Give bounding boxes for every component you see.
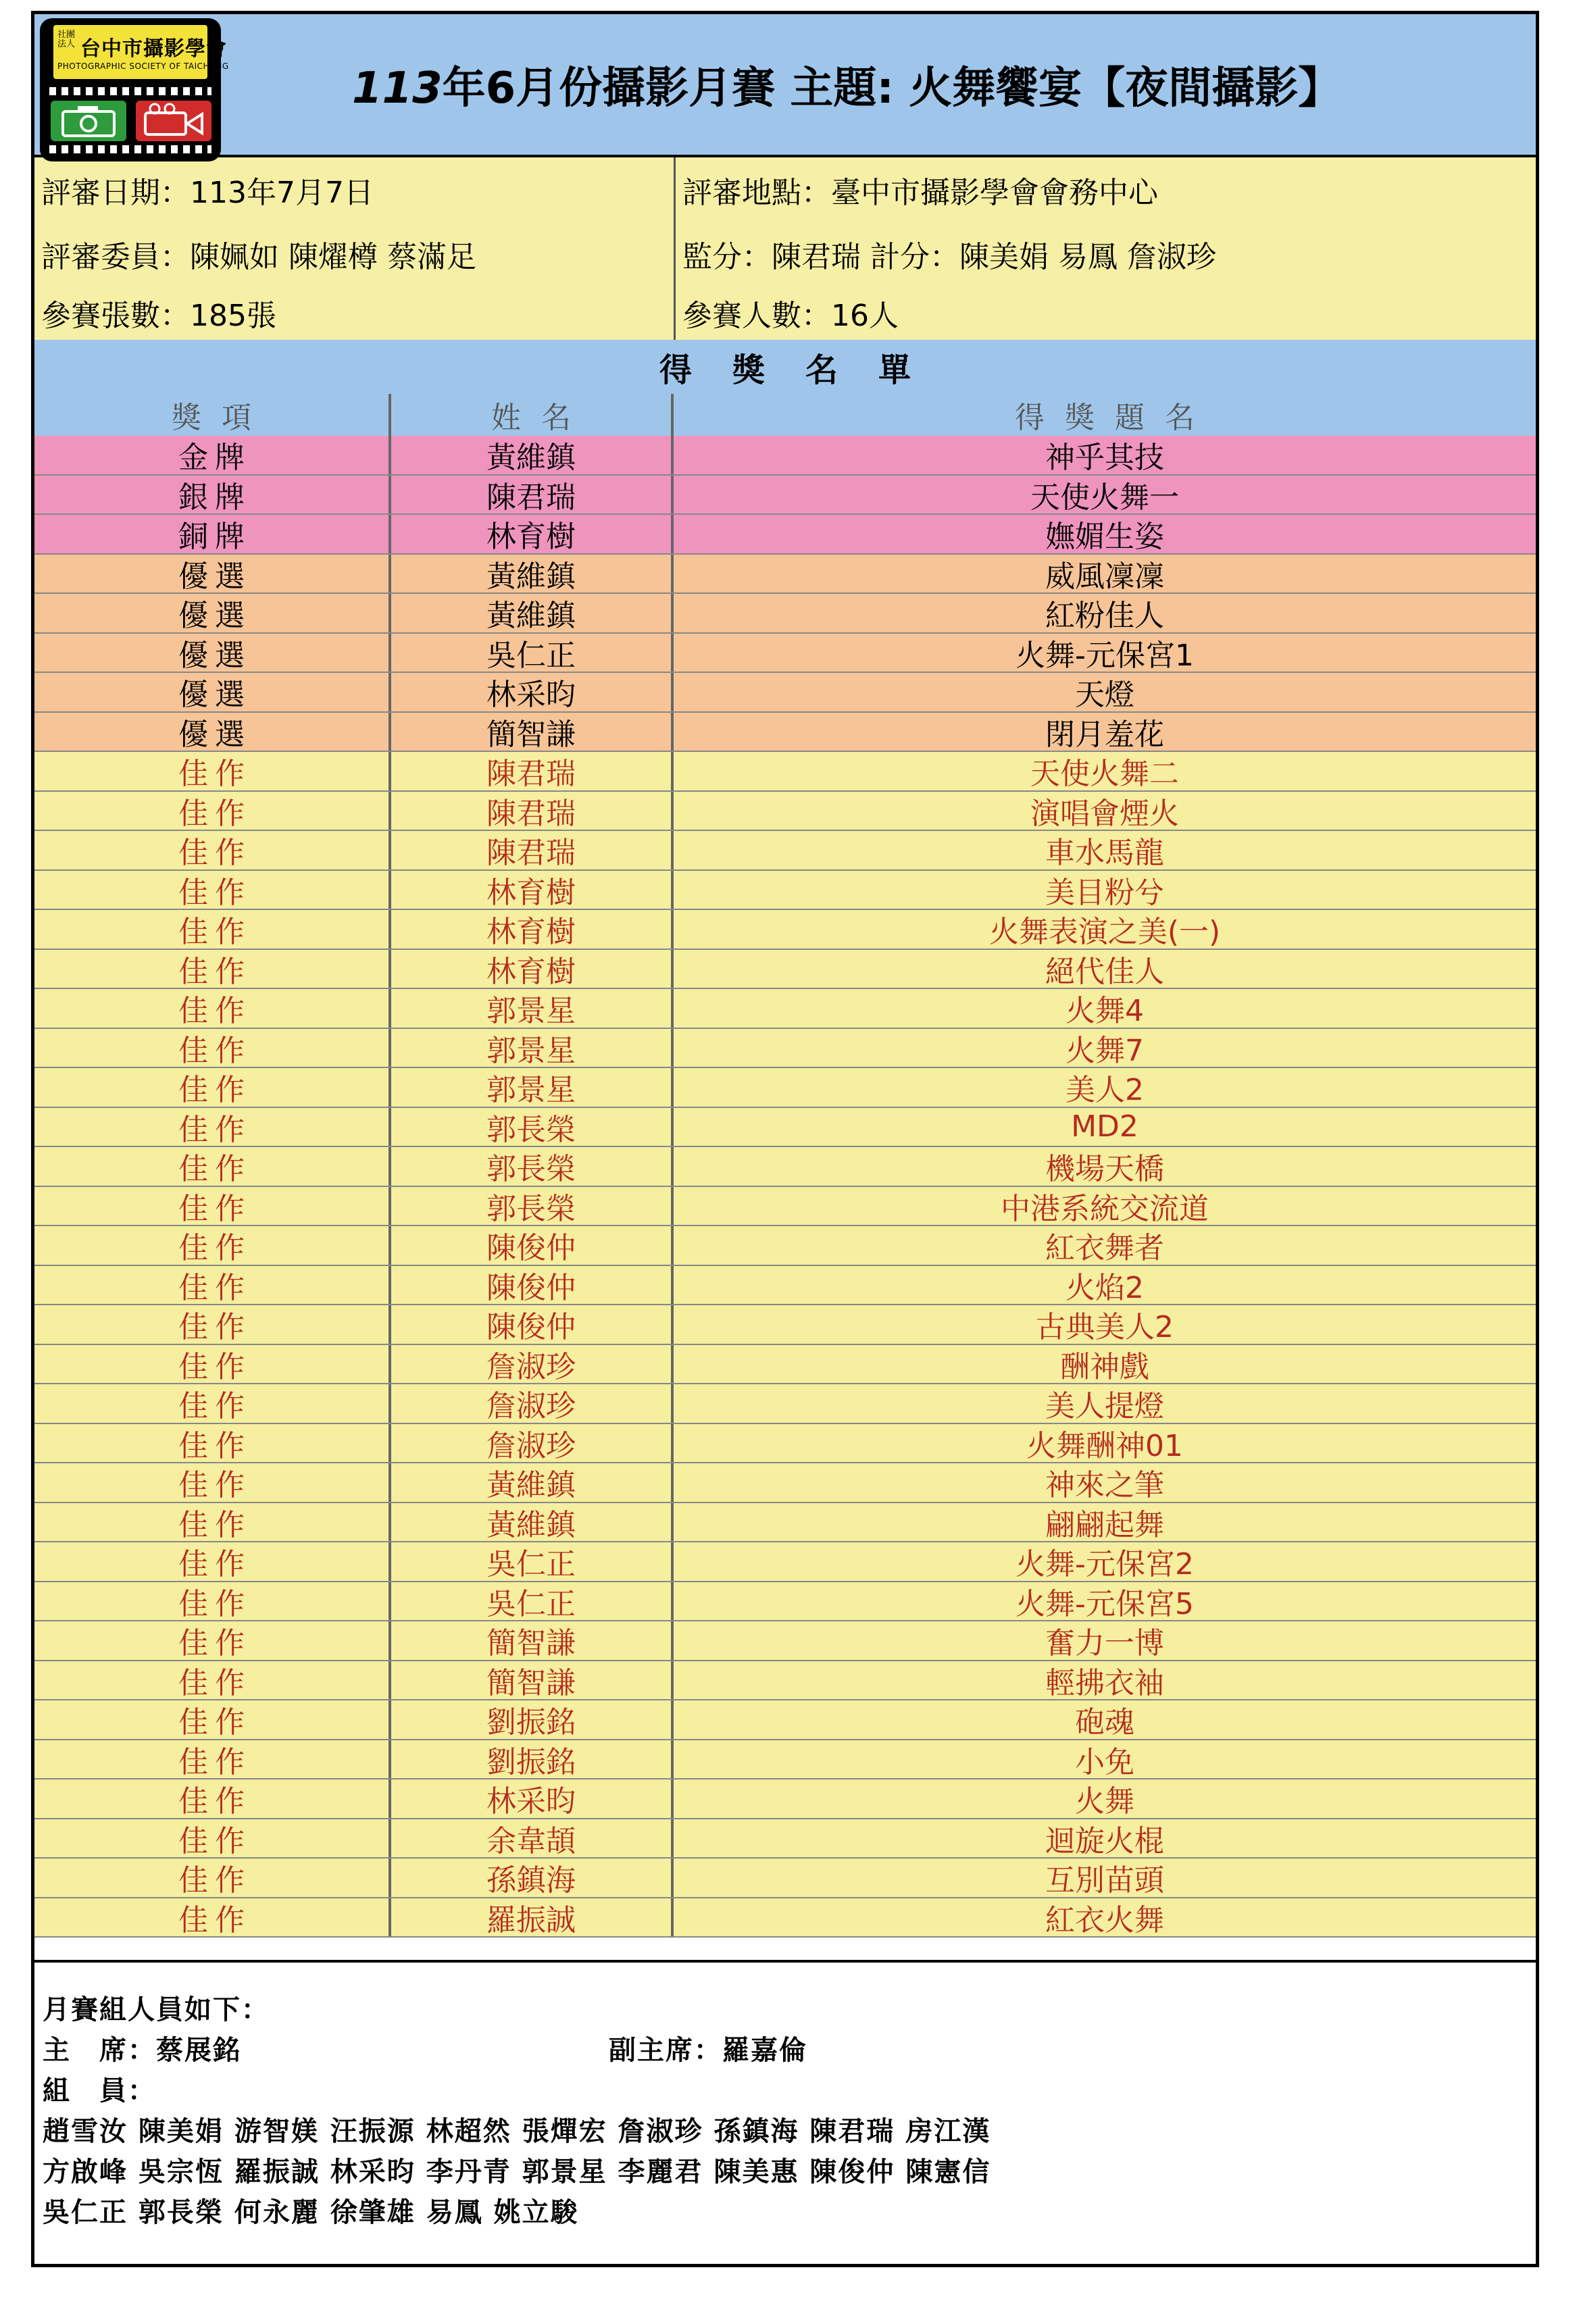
work-title-cell: 演唱會煙火 xyxy=(1030,796,1179,831)
award-cell: 佳作 xyxy=(34,950,391,988)
work-title-cell: 奮力一博 xyxy=(1045,1626,1164,1661)
name-cell: 簡智謙 xyxy=(391,713,674,751)
work-title-cell: 紅衣火舞 xyxy=(1045,1902,1164,1938)
table-row xyxy=(34,792,1536,832)
entry-count: 參賽張數：185張 xyxy=(41,299,276,333)
table-row xyxy=(34,634,1536,674)
award-cell: 佳作 xyxy=(34,1463,391,1502)
award-cell: 佳作 xyxy=(34,1542,391,1581)
table-row xyxy=(34,1740,1536,1780)
award-cell: 佳作 xyxy=(34,1740,391,1779)
name-cell: 陳俊仲 xyxy=(391,1226,674,1265)
award-cell: 佳作 xyxy=(34,1819,391,1858)
name-cell: 黃維鎮 xyxy=(391,436,674,474)
name-cell: 郭景星 xyxy=(391,1029,674,1067)
work-title-cell: 火舞7 xyxy=(1066,1033,1144,1068)
award-cell: 佳作 xyxy=(34,1226,391,1265)
table-row xyxy=(34,989,1536,1029)
table-row xyxy=(34,1147,1536,1187)
work-title-cell: 火舞表演之美(一) xyxy=(988,915,1221,950)
title-year: 113 xyxy=(352,64,443,113)
name-cell: 陳君瑞 xyxy=(391,752,674,790)
award-cell: 優選 xyxy=(34,594,391,632)
name-cell: 余韋頡 xyxy=(391,1819,674,1858)
name-cell: 吳仁正 xyxy=(391,634,674,672)
award-cell: 優選 xyxy=(34,634,391,672)
work-title-cell: 迴旋火棍 xyxy=(1045,1823,1164,1859)
table-row xyxy=(34,1187,1536,1227)
table-row xyxy=(34,673,1536,713)
info-row-counts xyxy=(34,286,1536,342)
table-row xyxy=(34,1779,1536,1819)
award-cell: 佳作 xyxy=(34,1621,391,1660)
work-title-cell: 神乎其技 xyxy=(1045,440,1164,476)
award-cell: 佳作 xyxy=(34,792,391,830)
column-header-name: 姓名 xyxy=(391,394,674,436)
column-header-work: 得獎題名 xyxy=(1015,401,1215,435)
name-cell: 林育樹 xyxy=(391,910,674,949)
title-bar xyxy=(34,14,1536,157)
work-title-cell: 天使火舞二 xyxy=(1030,757,1179,792)
award-cell: 優選 xyxy=(34,673,391,711)
name-cell: 郭長榮 xyxy=(391,1108,674,1146)
committee-members-line-3: 吳仁正 郭長榮 何永麗 徐肇雄 易鳳 姚立駿 xyxy=(43,2196,579,2228)
name-cell: 簡智謙 xyxy=(391,1661,674,1700)
table-row xyxy=(34,1226,1536,1266)
work-title-cell: 中港系統交流道 xyxy=(1001,1191,1209,1226)
work-title-cell: 火舞酬神01 xyxy=(1026,1428,1183,1463)
award-cell: 佳作 xyxy=(34,1029,391,1067)
award-cell: 佳作 xyxy=(34,1424,391,1463)
name-cell: 黃維鎮 xyxy=(391,555,674,593)
table-row xyxy=(34,1661,1536,1701)
name-cell: 陳俊仲 xyxy=(391,1266,674,1305)
work-title-cell: 火舞4 xyxy=(1066,994,1144,1029)
award-cell: 金牌 xyxy=(34,436,391,474)
name-cell: 林育樹 xyxy=(391,871,674,909)
table-row xyxy=(34,1384,1536,1424)
award-cell: 佳作 xyxy=(34,831,391,869)
name-cell: 羅振誠 xyxy=(391,1898,674,1937)
table-row xyxy=(34,1266,1536,1306)
film-strip-top-icon xyxy=(49,87,211,95)
work-title-cell: 古典美人2 xyxy=(1036,1310,1174,1345)
award-cell: 佳作 xyxy=(34,910,391,949)
name-cell: 林育樹 xyxy=(391,950,674,988)
title-rest: 年6月份攝影月賽 主題: 火舞饗宴【夜間攝影】 xyxy=(442,64,1342,113)
award-cell: 佳作 xyxy=(34,1305,391,1344)
table-row xyxy=(34,1582,1536,1622)
table-row xyxy=(34,713,1536,753)
work-title-cell: 火舞-元保宮1 xyxy=(1016,638,1194,673)
award-cell: 佳作 xyxy=(34,989,391,1028)
work-title-cell: 美人提燈 xyxy=(1045,1389,1164,1424)
section-title: 得獎名單 xyxy=(34,340,1536,396)
supervisor-scorers: 監分：陳君瑞 計分：陳美娟 易鳳 詹淑珍 xyxy=(674,222,1536,286)
award-cell: 佳作 xyxy=(34,1859,391,1897)
name-cell: 吳仁正 xyxy=(391,1542,674,1581)
work-title-cell: 小免 xyxy=(1075,1744,1134,1779)
name-cell: 吳仁正 xyxy=(391,1582,674,1621)
work-title-cell: 威風凜凜 xyxy=(1045,559,1164,594)
work-title-cell: 閉月羞花 xyxy=(1045,717,1164,752)
table-row xyxy=(34,1503,1536,1543)
name-cell: 黃維鎮 xyxy=(391,1503,674,1542)
name-cell: 劉振銘 xyxy=(391,1740,674,1779)
work-title-cell: 火舞-元保宮2 xyxy=(1016,1547,1194,1582)
work-title-cell: 輕拂衣袖 xyxy=(1045,1665,1164,1700)
award-cell: 佳作 xyxy=(34,1503,391,1542)
award-cell: 佳作 xyxy=(34,1266,391,1305)
table-row xyxy=(34,1424,1536,1464)
award-cell: 佳作 xyxy=(34,1898,391,1937)
work-title-cell: 砲魂 xyxy=(1075,1705,1134,1740)
award-cell: 銀牌 xyxy=(34,476,391,514)
work-title-cell: MD2 xyxy=(1071,1109,1138,1144)
work-title-cell: 機場天橋 xyxy=(1045,1152,1164,1187)
table-row xyxy=(34,950,1536,990)
name-cell: 郭景星 xyxy=(391,989,674,1028)
award-cell: 佳作 xyxy=(34,1108,391,1146)
name-cell: 陳君瑞 xyxy=(391,831,674,869)
award-table-body xyxy=(34,436,1536,1938)
award-cell: 佳作 xyxy=(34,1068,391,1107)
table-row xyxy=(34,1859,1536,1898)
table-row xyxy=(34,476,1536,515)
table-row xyxy=(34,1108,1536,1148)
judge-date: 評審日期：113年7月7日 xyxy=(41,175,374,210)
name-cell: 林采昀 xyxy=(391,1779,674,1818)
committee-members-line-1: 趙雪汝 陳美娟 游智媄 汪振源 林超然 張燀宏 詹淑珍 孫鎮海 陳君瑞 房江漢 xyxy=(43,2115,991,2147)
table-row xyxy=(34,1819,1536,1859)
participant-count: 參賽人數：16人 xyxy=(674,286,1536,340)
work-title-cell: 嫵媚生姿 xyxy=(1045,520,1164,555)
video-camera-icon xyxy=(136,101,211,141)
name-cell: 詹淑珍 xyxy=(391,1345,674,1384)
work-title-cell: 紅粉佳人 xyxy=(1045,599,1164,634)
work-title-cell: 火焰2 xyxy=(1066,1270,1144,1305)
society-logo xyxy=(40,18,229,161)
award-cell: 優選 xyxy=(34,713,391,751)
committee-members-line-2: 方啟峰 吳宗恆 羅振誠 林采昀 李丹青 郭景星 李麗君 陳美惠 陳俊仲 陳憲信 xyxy=(43,2156,991,2188)
table-row xyxy=(34,910,1536,950)
name-cell: 詹淑珍 xyxy=(391,1384,674,1423)
column-header-row xyxy=(34,394,1536,438)
logo-name-en: PHOTOGRAPHIC SOCIETY OF TAICHUNG xyxy=(57,61,229,71)
judges: 評審委員：陳姵如 陳燿樽 蔡滿足 xyxy=(41,239,476,274)
logo-name-cn: 台中市攝影學會 xyxy=(80,37,227,61)
camera-icon xyxy=(51,101,126,141)
table-row xyxy=(34,1305,1536,1345)
award-cell: 佳作 xyxy=(34,1147,391,1186)
column-header-award: 獎項 xyxy=(34,394,391,436)
name-cell: 郭長榮 xyxy=(391,1147,674,1186)
name-cell: 陳俊仲 xyxy=(391,1305,674,1344)
work-title-cell: 火舞 xyxy=(1075,1784,1134,1819)
award-cell: 佳作 xyxy=(34,1700,391,1739)
table-row xyxy=(34,1345,1536,1385)
award-cell: 佳作 xyxy=(34,1661,391,1700)
committee-vice-chair: 副主席：羅嘉倫 xyxy=(609,2034,807,2066)
table-row xyxy=(34,1621,1536,1661)
work-title-cell: 車水馬龍 xyxy=(1045,836,1164,871)
table-row xyxy=(34,871,1536,911)
award-sheet xyxy=(31,11,1539,2267)
logo-banner xyxy=(53,25,229,79)
table-row xyxy=(34,831,1536,871)
film-strip-bottom-icon xyxy=(49,145,211,153)
work-title-cell: 火舞-元保宮5 xyxy=(1016,1586,1194,1621)
work-title-cell: 神來之筆 xyxy=(1045,1468,1164,1503)
award-cell: 佳作 xyxy=(34,1582,391,1621)
name-cell: 郭長榮 xyxy=(391,1187,674,1226)
work-title-cell: 紅衣舞者 xyxy=(1045,1231,1164,1266)
table-row xyxy=(34,1029,1536,1069)
name-cell: 劉振銘 xyxy=(391,1700,674,1739)
table-row xyxy=(34,1700,1536,1740)
page-title xyxy=(352,53,1341,116)
table-row xyxy=(34,555,1536,595)
table-row xyxy=(34,1898,1536,1938)
logo-seal-text: 社團法人 xyxy=(57,30,75,49)
info-row-date-place xyxy=(34,157,1536,224)
name-cell: 林育樹 xyxy=(391,515,674,553)
award-cell: 佳作 xyxy=(34,1187,391,1226)
award-cell: 佳作 xyxy=(34,1779,391,1818)
table-row xyxy=(34,436,1536,476)
name-cell: 簡智謙 xyxy=(391,1621,674,1660)
award-cell: 佳作 xyxy=(34,1384,391,1423)
work-title-cell: 天使火舞一 xyxy=(1030,480,1179,515)
work-title-cell: 天燈 xyxy=(1075,678,1134,713)
work-title-cell: 酬神戲 xyxy=(1060,1349,1149,1384)
table-row xyxy=(34,515,1536,555)
award-cell: 銅牌 xyxy=(34,515,391,553)
name-cell: 陳君瑞 xyxy=(391,792,674,830)
name-cell: 林采昀 xyxy=(391,673,674,711)
work-title-cell: 翩翩起舞 xyxy=(1045,1507,1164,1542)
name-cell: 詹淑珍 xyxy=(391,1424,674,1463)
table-row xyxy=(34,1463,1536,1503)
work-title-cell: 絕代佳人 xyxy=(1045,954,1164,989)
name-cell: 陳君瑞 xyxy=(391,476,674,514)
award-cell: 佳作 xyxy=(34,871,391,909)
name-cell: 黃維鎮 xyxy=(391,594,674,632)
table-row xyxy=(34,594,1536,634)
table-row xyxy=(34,1542,1536,1582)
name-cell: 黃維鎮 xyxy=(391,1463,674,1502)
award-cell: 優選 xyxy=(34,555,391,593)
info-row-judges xyxy=(34,222,1536,288)
committee-members-label: 組 員： xyxy=(43,2075,156,2106)
name-cell: 孫鎮海 xyxy=(391,1859,674,1897)
work-title-cell: 美目粉兮 xyxy=(1045,875,1164,910)
award-cell: 佳作 xyxy=(34,1345,391,1384)
name-cell: 郭景星 xyxy=(391,1068,674,1107)
committee-chair: 主 席：蔡展銘 xyxy=(43,2034,241,2066)
judge-place: 評審地點：臺中市攝影學會會務中心 xyxy=(674,157,1536,222)
work-title-cell: 互別苗頭 xyxy=(1045,1863,1164,1898)
committee-heading: 月賽組人員如下： xyxy=(43,1994,270,2025)
committee-footer xyxy=(34,1960,1536,2267)
award-cell: 佳作 xyxy=(34,752,391,790)
work-title-cell: 美人2 xyxy=(1066,1073,1144,1108)
table-row xyxy=(34,1068,1536,1108)
table-row xyxy=(34,752,1536,792)
